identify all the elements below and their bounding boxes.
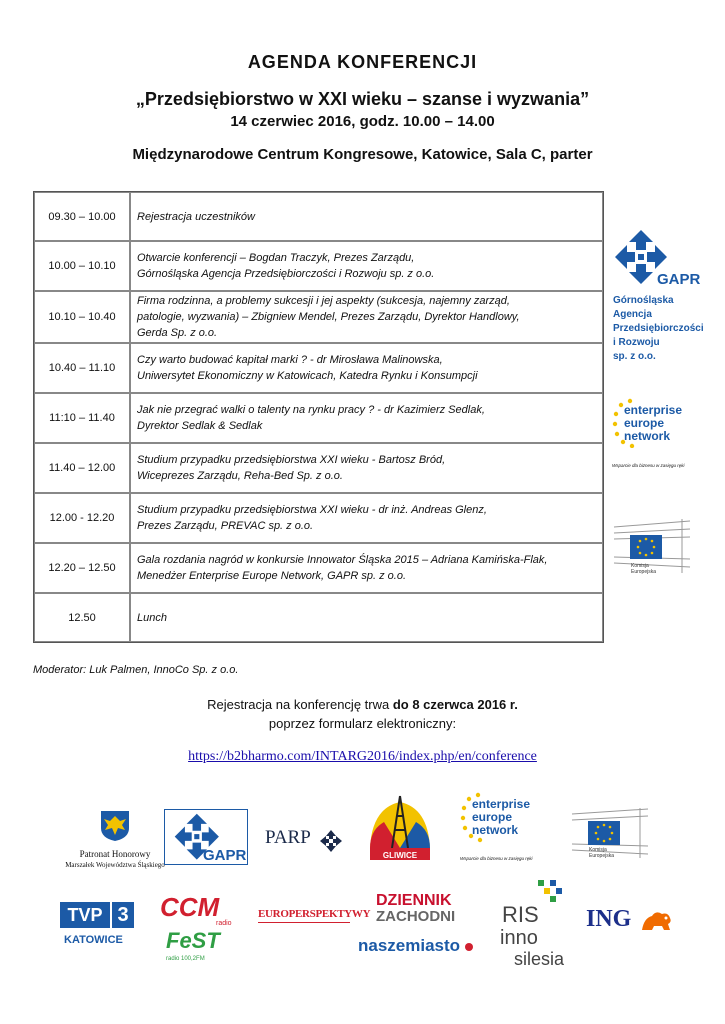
agenda-description-line: Uniwersytet Ekonomiczny w Katowicach, Katedra Rynku i Konsumpcji [137, 370, 478, 382]
agenda-description-line: Lunch [137, 611, 167, 624]
agenda-row [34, 393, 603, 443]
europerspektywy-logo: EUROPERSPEKTYWY [258, 908, 350, 930]
registration-form-note: poprzez formularz elektroniczny: [268, 716, 457, 731]
tvp3-logo: TVP 3 KATOWICE [60, 902, 136, 950]
agenda-description [130, 493, 603, 543]
agenda-description [130, 343, 603, 393]
agenda-row [34, 593, 603, 642]
agenda-description-line: Dyrektor Sedlak & Sedlak [137, 420, 263, 432]
agenda-description-line: Rejestracja uczestników [137, 210, 255, 223]
agenda-row [34, 543, 603, 593]
registration-link[interactable]: https://b2bharmo.com/INTARG2016/index.php/en/conference [188, 749, 537, 764]
agenda-table [33, 191, 604, 643]
agenda-row [34, 241, 603, 291]
moderator-note: Moderator: Luk Palmen, InnoCo Sp. z o.o. [33, 664, 239, 676]
gliwice-logo [366, 790, 436, 862]
conference-date: 14 czerwiec 2016, godz. 10.00 – 14.00 [230, 113, 495, 130]
agenda-description-line: Menedżer Enterprise Europe Network, GAPR sp. z o.o. [137, 570, 407, 582]
agenda-row [34, 443, 603, 493]
agenda-time: 10.00 – 10.10 [34, 241, 130, 291]
svg-text:GLIWICE: GLIWICE [382, 851, 418, 860]
parp-cross-icon [319, 829, 343, 853]
agenda-description-line: Otwarcie konferencji – Bogdan Traczyk, Prezes Zarządu, [137, 252, 415, 264]
agenda-description-line: Wiceprezes Zarządu, Reha-Bed Sp. z o.o. [137, 470, 343, 482]
ccm-radio-logo: CCM radio FeST radio 100,2FM [160, 892, 232, 962]
agenda-time: 12.50 [34, 593, 130, 642]
agenda-description [130, 543, 603, 593]
deadline-date: do 8 czerwca 2016 r. [392, 697, 518, 712]
ec-side-logo: Komisja Europejska [612, 517, 692, 579]
agenda-description-line: Studium przypadku przedsiębiorstwa XXI wieku - Bartosz Bród, [137, 454, 446, 466]
registration-deadline: Rejestracja na konferencję trwa do 8 czerwca 2016 r. [207, 697, 518, 712]
naszemiasto-dot-icon [465, 943, 473, 951]
agenda-time: 12.00 - 12.20 [34, 493, 130, 543]
agenda-time: 09.30 – 10.00 [34, 192, 130, 241]
gapr-arrows-icon [165, 810, 247, 864]
agenda-description [130, 192, 603, 241]
conference-subtitle: „Przedsiębiorstwo w XXI wieku – szanse i wyzwania” [135, 89, 590, 109]
agenda-description-line: patologie, wyzwania) – Zbigniew Mendel, Prezes Zarządu, Dyrektor Handlowy, [137, 311, 520, 323]
agenda-description-line: Prezes Zarządu, PREVAC sp. z o.o. [137, 520, 314, 532]
ing-logo: ING [586, 906, 686, 936]
agenda-description-line: Jak nie przegrać walki o talenty na rynku pracy ? - dr Kazimierz Sedlak, [137, 404, 485, 416]
agenda-time: 10.40 – 11.10 [34, 343, 130, 393]
ris-innosilesia-logo: RIS inno silesia [500, 878, 580, 972]
gapr-bottom-logo [164, 809, 248, 865]
naszemiasto-logo: naszemiasto [358, 936, 480, 958]
agenda-description-line: Gerda Sp. z o.o. [137, 327, 218, 339]
agenda-description [130, 393, 603, 443]
ris-squares-icon [534, 878, 568, 904]
agenda-description-line: Górnośląska Agencja Przedsiębiorczości i Rozwoju sp. z o.o. [137, 268, 435, 280]
agenda-description [130, 241, 603, 291]
agenda-description-line: Gala rozdania nagród w konkursie Innowator Śląska 2015 – Adriana Kamińska-Flak, [137, 554, 548, 566]
agenda-description-line: Firma rodzinna, a problemy sukcesji i jej aspekty (sukcesja, najemny zarząd, [137, 295, 510, 307]
agenda-row [34, 343, 603, 393]
agenda-time: 10.10 – 10.40 [34, 291, 130, 343]
agenda-description [130, 593, 603, 642]
agenda-description-line: Studium przypadku przedsiębiorstwa XXI wieku - dr inż. Andreas Glenz, [137, 504, 487, 516]
parp-logo: PARP [265, 827, 345, 855]
agenda-row [34, 291, 603, 343]
agenda-title: AGENDA KONFERENCJI [247, 52, 478, 72]
ing-lion-icon [640, 908, 674, 934]
agenda-row [34, 493, 603, 543]
agenda-description-line: Czy warto budować kapitał marki ? - dr Mirosława Malinowska, [137, 354, 443, 366]
agenda-time: 11:10 – 11.40 [34, 393, 130, 443]
agenda-time: 12.20 – 12.50 [34, 543, 130, 593]
agenda-description [130, 291, 603, 343]
dziennik-zachodni-logo: DZIENNIK ZACHODNI [376, 892, 456, 925]
gapr-side-logo: GAPR Górnośląska Agencja Przedsiębiorczości i Rozwoju sp. z o.o. [613, 228, 705, 364]
een-bottom-logo: enterprise europe network Wsparcie dla biznesu w zasięgu ręki [460, 792, 560, 866]
gliwice-tower-icon [366, 790, 436, 862]
svg-text:GAPR: GAPR [657, 271, 701, 286]
svg-text:GAPR: GAPR [203, 847, 247, 864]
silesia-eagle-icon [98, 808, 132, 842]
patronat-logo: Patronat Honorowy Marszałek Województwa Śląskiego [65, 808, 165, 871]
gapr-arrows-icon [613, 228, 703, 286]
conference-venue: Międzynarodowe Centrum Kongresowe, Katowice, Sala C, parter [132, 146, 593, 163]
ec-bottom-logo: Komisja Europejska [570, 806, 650, 862]
agenda-description [130, 443, 603, 493]
agenda-row [34, 192, 603, 241]
agenda-time: 11.40 – 12.00 [34, 443, 130, 493]
